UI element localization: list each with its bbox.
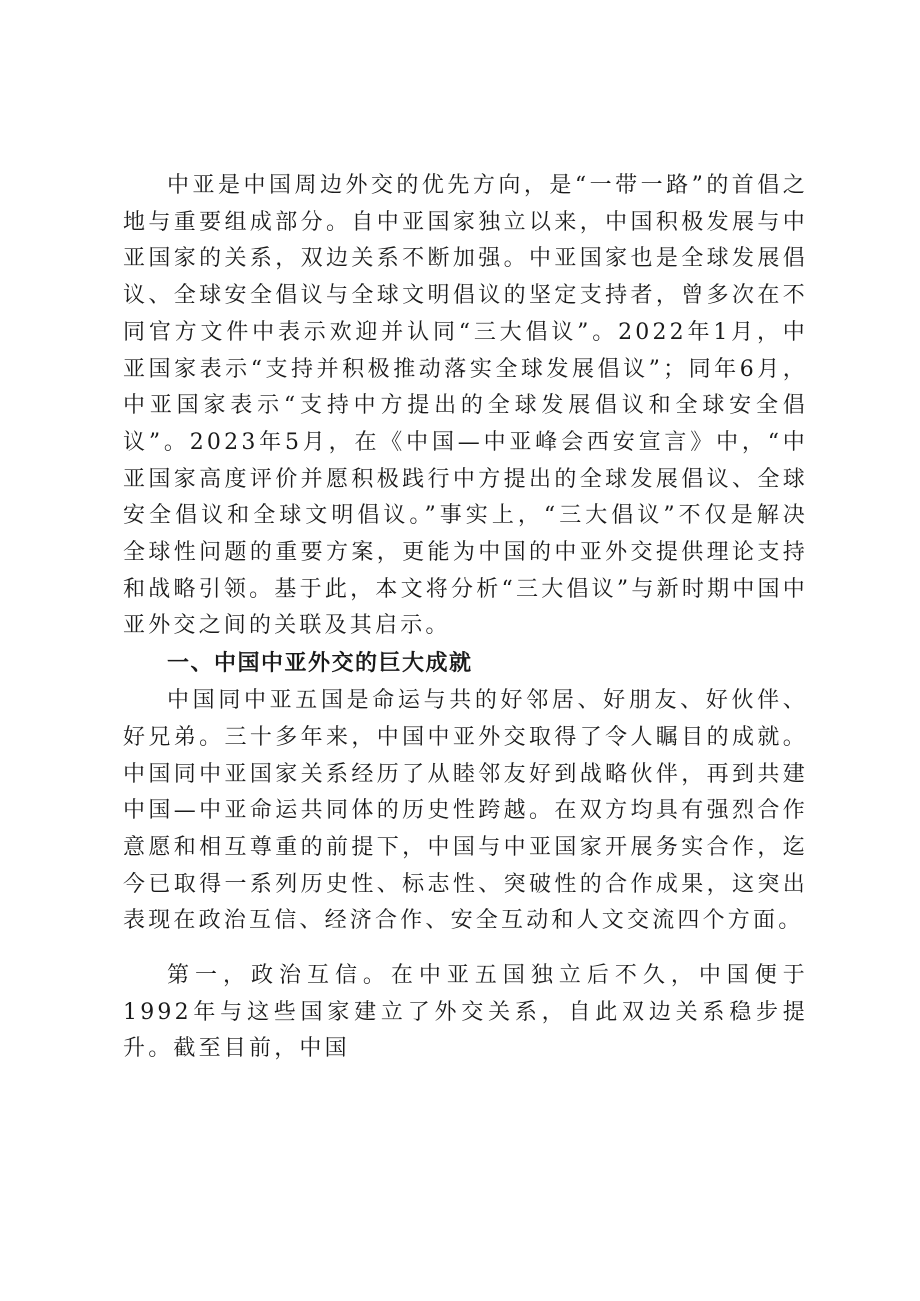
achievements-paragraph: 中国同中亚五国是命运与共的好邻居、好朋友、好伙伴、好兄弟。三十多年来，中国中亚外交取得了令人瞩目的成就。中国同中亚国家关系经历了从睦邻友好到战略伙伴，再到共建中国—中亚命运共同体的历史性跨越。在双方均具有强烈合作意愿和相互尊重的前提下，中国与中亚国家开展务实合作，迄今已取得一系列历史性、标志性、突破性的合作成果，这突出表现在政治互信、经济合作、安全互动和人文交流四个方面。 <box>123 688 808 934</box>
intro-paragraph: 中亚是中国周边外交的优先方向，是“一带一路”的首倡之地与重要组成部分。自中亚国家独立以来，中国积极发展与中亚国家的关系，双边关系不断加强。中亚国家也是全球发展倡议、全球安全倡议与全球文明倡议的坚定支持者，曾多次在不同官方文件中表示欢迎并认同“三大倡议”。2022年1月，中亚国家表示“支持并积极推动落实全球发展倡议”；同年6月，中亚国家表示“支持中方提出的全球发展倡议和全球安全倡议”。2023年5月，在《中国—中亚峰会西安宣言》中，“中亚国家高度评价并愿积极践行中方提出的全球发展倡议、全球安全倡议和全球文明倡议。”事实上，“三大倡议”不仅是解决全球性问题的重要方案，更能为中国的中亚外交提供理论支持和战略引领。基于此，本文将分析“三大倡议”与新时期中国中亚外交之间的关联及其启示。 <box>123 173 808 639</box>
document-body <box>123 168 808 1068</box>
section-heading: 一、中国中亚外交的巨大成就 <box>167 651 473 677</box>
political-trust-paragraph: 第一，政治互信。在中亚五国独立后不久，中国便于1992年与这些国家建立了外交关系，自此双边关系稳步提升。截至目前，中国 <box>123 963 808 1062</box>
